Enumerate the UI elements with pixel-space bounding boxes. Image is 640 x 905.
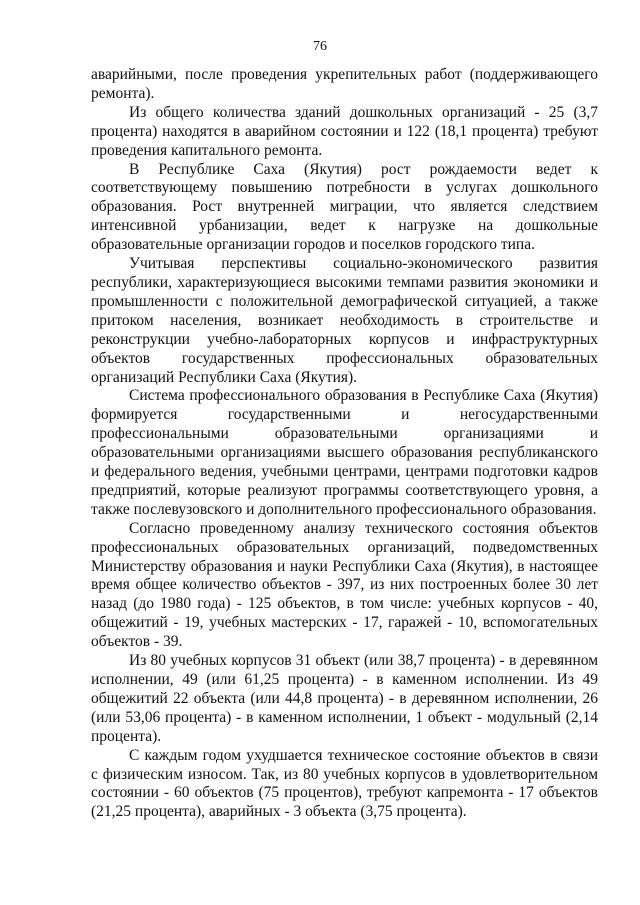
paragraph: С каждым годом ухудшается техническое состояние объектов в связи с физическим износом. Так, из 80 учебных корпусов в удовлетворительном состоянии - 60 объектов (75 процентов), требуют капремонта - 17 объектов (21,25 процента), аварийных - 3 объекта (3,75 процента).: [91, 746, 598, 821]
paragraph: аварийными, после проведения укрепительных работ (поддерживающего ремонта).: [91, 66, 598, 102]
paragraph: Из 80 учебных корпусов 31 объект (или 38,7 процента) - в деревянном исполнении, 49 (или 61,25 процента) - в каменном исполнении. Из 49 общежитий 22 объекта (или 44,8 процента) - в деревянном исполнении, 26 (или 53,06 процента) - в каменном исполнении, 1 объект - модульный (2,14 процента).: [91, 652, 598, 745]
document-body: [91, 66, 598, 822]
paragraph: Из общего количества зданий дошкольных организаций - 25 (3,7 процента) находятся в аварийном состоянии и 122 (18,1 процента) требуют проведения капитального ремонта.: [91, 103, 598, 159]
paragraph: Согласно проведенному анализу технического состояния объектов профессиональных образовательных организаций, подведомственных Министерству образования и науки Республики Саха (Якутия), в настоящее время общее количество объектов - 397, из них построенных более 30 лет назад (до 1980 года) - 125 объектов, в том числе: учебных корпусов - 40, общежитий - 19, учебных мастерских - 17, гаражей - 10, вспомогательных объектов - 39.: [91, 519, 598, 651]
paragraph: В Республике Саха (Якутия) рост рождаемости ведет к соответствующему повышению потребности в услугах дошкольного образования. Рост внутренней миграции, что является следствием интенсивной урбанизации, ведет к нагрузке на дошкольные образовательные организации городов и поселков городского типа.: [91, 160, 598, 254]
paragraph: Учитывая перспективы социально-экономического развития республики, характеризующиеся высокими темпами развития экономики и промышленности с положительной демографической ситуацией, а также притоком населения, возникает необходимость в строительстве и реконструкции учебно-лабораторных корпусов и инфраструктурных объектов государственных профессиональных образовательных организаций Республики Саха (Якутия).: [91, 255, 598, 386]
page-number: 76: [313, 39, 327, 54]
paragraph: Система профессионального образования в Республике Саха (Якутия) формируется государственными и негосударственными профессиональными образовательными организациями и образовательными организациями высшего образования республиканского и федерального ведения, учебными центрами, центрами подготовки кадров предприятий, которые реализуют программы соответствующего уровня, а также послевузовского и дополнительного профессионального образования.: [91, 387, 598, 518]
